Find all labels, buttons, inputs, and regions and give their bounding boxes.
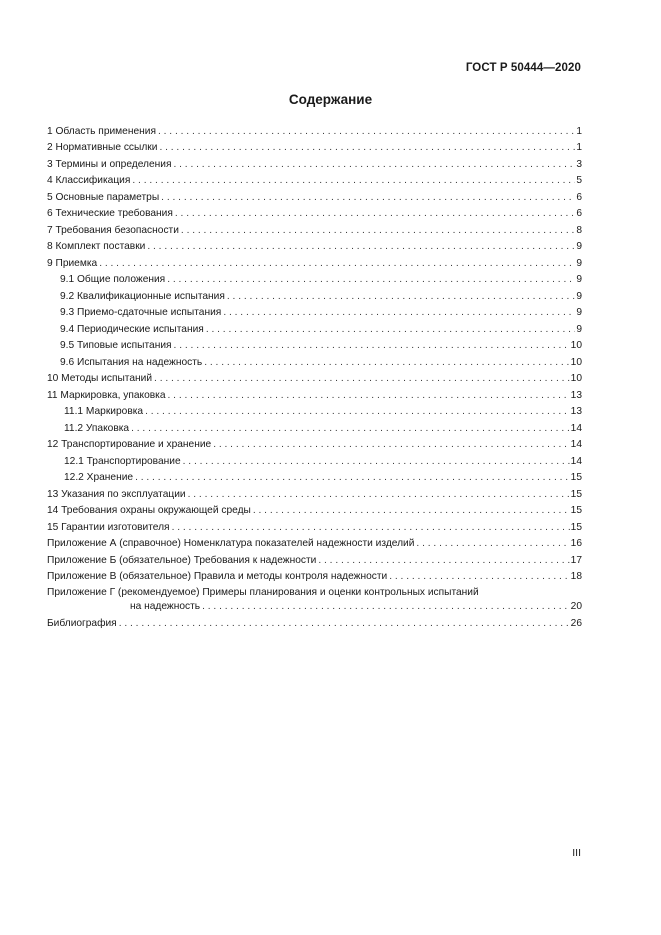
toc-entry-page: 9	[576, 323, 582, 335]
toc-entry[interactable]	[47, 484, 582, 501]
toc-entry-label: 10 Методы испытаний	[47, 373, 153, 384]
leader-dots	[135, 472, 570, 484]
toc-entry-page: 5	[576, 175, 582, 186]
toc-entry-label: 9.4 Периодические испытания	[60, 323, 204, 335]
leader-dots	[159, 142, 575, 154]
toc-entry-page: 1	[576, 142, 582, 153]
toc-entry-page: 6	[576, 191, 582, 203]
toc-entry-page: 10	[570, 356, 582, 368]
toc-entry-label: 9.2 Квалификационные испытания	[60, 290, 225, 302]
toc-subentry[interactable]	[47, 451, 582, 468]
toc-subentry[interactable]	[47, 418, 582, 435]
toc-entry-label: Приложение А (справочное) Номенклатура показателей надежности изделий	[47, 538, 415, 549]
toc-entry[interactable]	[47, 237, 582, 254]
toc-entry-page: 13	[570, 389, 582, 401]
toc-entry-label: Приложение Б (обязательное) Требования к надежности	[47, 554, 317, 566]
toc-entry-page: 13	[570, 406, 582, 417]
toc-subentry[interactable]	[47, 336, 582, 353]
leader-dots	[147, 241, 575, 253]
toc-subentry[interactable]	[47, 402, 582, 419]
toc-entry-page: 6	[576, 208, 582, 219]
leader-dots	[99, 258, 575, 270]
toc-entry[interactable]	[47, 253, 582, 270]
toc-entry-page: 20	[570, 601, 582, 612]
toc-entry-label: 8 Комплект поставки	[47, 241, 146, 252]
leader-dots	[183, 456, 570, 468]
toc-entry-page: 10	[570, 340, 582, 351]
leader-dots	[227, 291, 575, 303]
toc-entry-label: 6 Технические требования	[47, 208, 173, 219]
toc-entry-label: 2 Нормативные ссылки	[47, 142, 158, 153]
toc-entry-label: Приложение Г (рекомендуемое) Примеры планирования и оценки контрольных испытаний	[47, 587, 479, 598]
toc-entry-label: 7 Требования безопасности	[47, 224, 179, 236]
toc-entry-page: 17	[570, 554, 582, 566]
toc-entry-page: 9	[576, 307, 582, 318]
toc-entry-page: 15	[570, 472, 582, 483]
toc-subentry[interactable]	[47, 303, 582, 320]
toc-entry-page: 3	[576, 158, 582, 170]
leader-dots	[119, 618, 570, 630]
toc-entry-page: 26	[570, 617, 582, 629]
toc-entry-label: 9.1 Общие положения	[60, 274, 166, 285]
leader-dots	[161, 192, 575, 204]
toc-entry-label: Приложение В (обязательное) Правила и методы контроля надежности	[47, 571, 388, 582]
leader-dots	[174, 340, 570, 352]
toc-subentry[interactable]	[47, 270, 582, 287]
toc-entry-label-continued: на надежность	[130, 601, 201, 612]
toc-entry-page: 15	[570, 488, 582, 500]
toc-entry[interactable]	[47, 138, 582, 155]
leader-dots	[154, 373, 570, 385]
toc-entry-page: 14	[570, 455, 582, 467]
leader-dots	[202, 601, 570, 613]
toc-subentry[interactable]	[47, 319, 582, 336]
leader-dots	[132, 175, 575, 187]
toc-entry-label: 4 Классификация	[47, 175, 131, 186]
toc-appendix[interactable]	[47, 534, 582, 551]
toc-entry-label: 1 Область применения	[47, 125, 156, 137]
toc-entry-page: 9	[576, 290, 582, 302]
leader-dots	[181, 225, 575, 237]
toc-subentry[interactable]	[47, 468, 582, 485]
leader-dots	[168, 390, 570, 402]
leader-dots	[175, 208, 575, 220]
toc-entry-label: 14 Требования охраны окружающей среды	[47, 505, 251, 516]
toc-entry[interactable]	[47, 171, 582, 188]
leader-dots	[389, 571, 569, 583]
leader-dots	[188, 489, 570, 501]
toc-entry-label: Библиография	[47, 617, 117, 629]
leader-dots	[172, 522, 570, 534]
toc-appendix[interactable]	[47, 567, 582, 584]
leader-dots	[131, 423, 570, 435]
document-code: ГОСТ Р 50444—2020	[465, 62, 581, 74]
toc-entry-label: 11.1 Маркировка	[64, 406, 144, 417]
toc-entry[interactable]	[47, 385, 582, 402]
toc-entry-continuation	[47, 599, 582, 613]
toc-entry-page: 10	[570, 373, 582, 384]
toc-entry-page: 9	[576, 274, 582, 285]
toc-appendix[interactable]	[47, 583, 582, 613]
leader-dots	[213, 439, 569, 451]
toc-entry[interactable]	[47, 501, 582, 518]
leader-dots	[204, 357, 569, 369]
toc-entry[interactable]	[47, 121, 582, 138]
leader-dots	[253, 505, 570, 517]
toc-entry[interactable]	[47, 613, 582, 630]
toc-entry-label: 15 Гарантии изготовителя	[47, 521, 170, 533]
toc-entry-page: 9	[576, 257, 582, 269]
toc-entry-page: 8	[576, 224, 582, 236]
toc-entry-label: 11 Маркировка, упаковка	[47, 389, 166, 401]
toc-appendix[interactable]	[47, 550, 582, 567]
toc-entry-label: 12.2 Хранение	[64, 472, 134, 483]
toc-entry-label: 13 Указания по эксплуатации	[47, 488, 186, 500]
toc-entry[interactable]	[47, 204, 582, 221]
page-number: III	[572, 847, 581, 859]
toc-entry-page: 14	[570, 439, 582, 450]
toc-entry-label: 9.3 Приемо-сдаточные испытания	[60, 307, 222, 318]
toc-entry-label: 5 Основные параметры	[47, 191, 160, 203]
leader-dots	[145, 406, 570, 418]
toc-entry[interactable]	[47, 435, 582, 452]
leader-dots	[206, 324, 576, 336]
toc-entry-label: 9.5 Типовые испытания	[60, 340, 172, 351]
toc-entry-label: 12.1 Транспортирование	[64, 455, 181, 467]
toc-entry-page: 18	[570, 571, 582, 582]
page-title: Содержание	[288, 92, 373, 107]
toc-entry-label: 3 Термины и определения	[47, 158, 172, 170]
leader-dots	[223, 307, 575, 319]
toc-entry-page: 14	[570, 422, 582, 434]
toc-entry-label: 9.6 Испытания на надежность	[60, 356, 203, 368]
leader-dots	[173, 159, 575, 171]
toc-entry-label: 12 Транспортирование и хранение	[47, 439, 212, 450]
leader-dots	[318, 555, 569, 567]
toc-entry-page: 16	[570, 538, 582, 549]
leader-dots	[167, 274, 575, 286]
toc-entry-label: 9 Приемка	[47, 257, 98, 269]
toc-entry-label: 11.2 Упаковка	[64, 422, 130, 434]
toc-entry[interactable]	[47, 369, 582, 386]
toc-entry-page: 15	[570, 505, 582, 516]
toc-entry-page: 15	[570, 521, 582, 533]
table-of-contents	[47, 121, 582, 630]
toc-entry-page: 9	[576, 241, 582, 252]
toc-entry[interactable]	[47, 220, 582, 237]
leader-dots	[416, 538, 569, 550]
toc-entry[interactable]	[47, 187, 582, 204]
toc-entry-page: 1	[576, 125, 582, 137]
leader-dots	[158, 126, 575, 138]
toc-entry[interactable]	[47, 154, 582, 171]
toc-subentry[interactable]	[47, 352, 582, 369]
toc-entry[interactable]	[47, 517, 582, 534]
toc-subentry[interactable]	[47, 286, 582, 303]
